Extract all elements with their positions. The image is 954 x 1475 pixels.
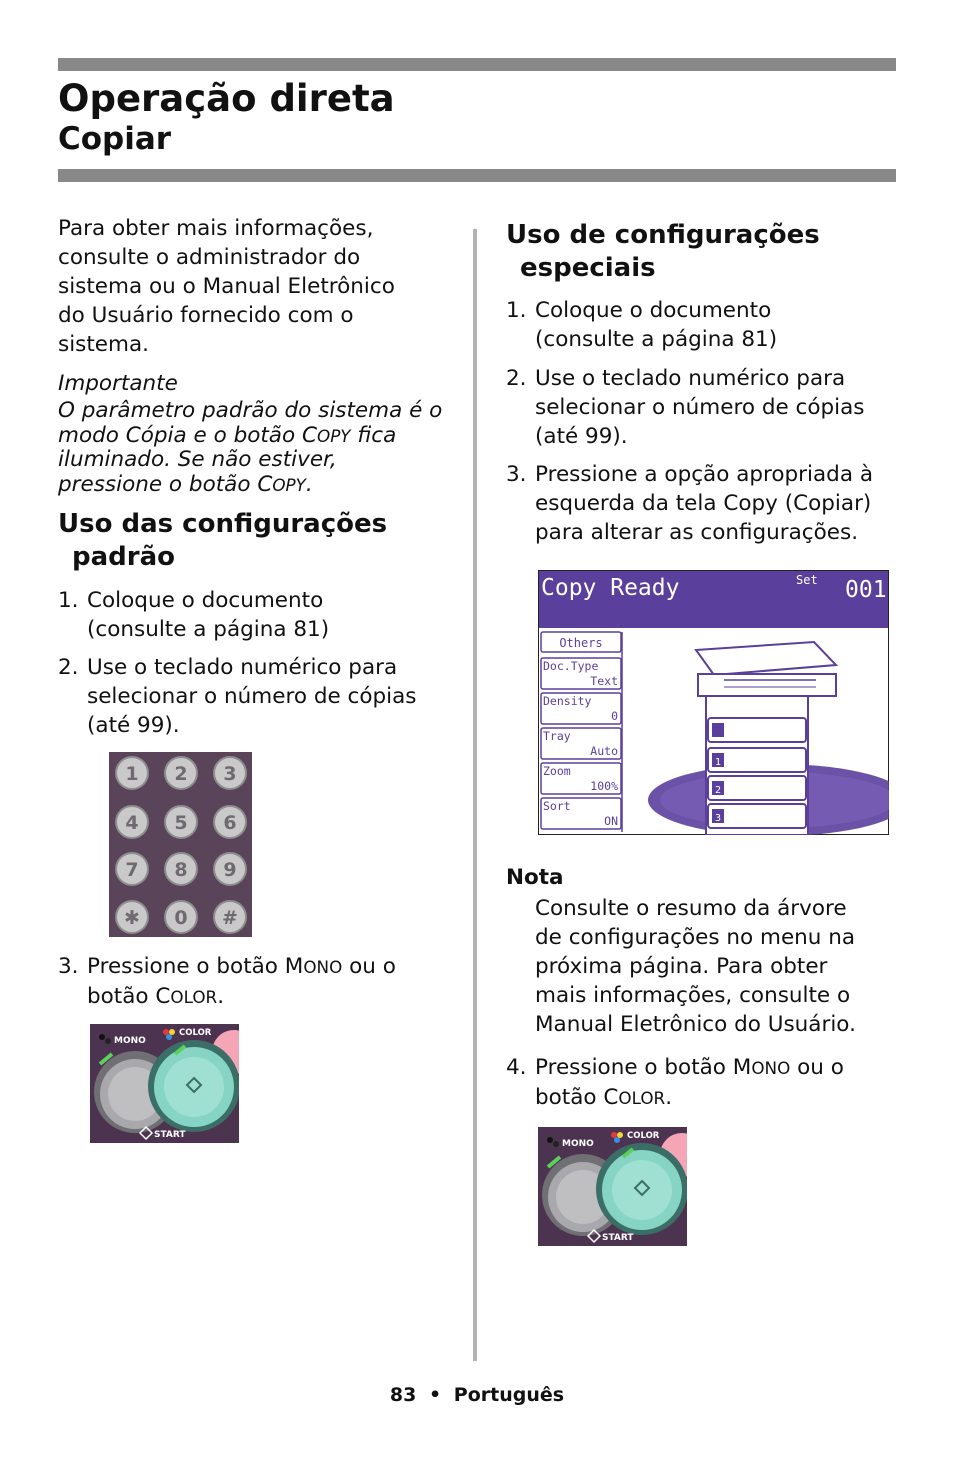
screen-option-label: Sort: [543, 799, 571, 813]
screen-option-value: Text: [590, 674, 618, 688]
page-number: 83: [389, 1384, 417, 1406]
tray-label: 2: [714, 785, 722, 796]
step-number: 1.: [506, 298, 527, 323]
tray-label: 1: [714, 757, 722, 768]
important-line: iluminado. Se não estiver,: [58, 447, 337, 472]
step-line: Coloque o documento: [535, 298, 772, 323]
right-step-2: [506, 364, 916, 454]
step-line: Coloque o documento: [87, 588, 324, 613]
screen-title: Copy Ready: [541, 575, 680, 601]
keypad-key-label: ✱: [124, 907, 140, 929]
intro-line: consulte o administrador do: [58, 245, 361, 270]
screen-option-label: Density: [543, 694, 592, 708]
keypad-key-label: 5: [174, 812, 188, 834]
step-line: Use o teclado numérico para: [535, 366, 846, 391]
keypad-key-label: 6: [223, 812, 237, 834]
step-line: (até 99).: [535, 424, 628, 449]
screen-option-value: Auto: [590, 744, 618, 758]
step-number: 2.: [58, 655, 79, 680]
step-line: Pressione a opção apropriada à: [535, 462, 874, 487]
intro-line: sistema ou o Manual Eletrônico: [58, 274, 395, 299]
keypad-key-label: 4: [125, 812, 139, 834]
footer-language: Português: [453, 1384, 565, 1406]
nota-line: de configurações no menu na: [535, 925, 856, 950]
screen-option-label: Tray: [543, 729, 571, 743]
keypad-image: [109, 752, 252, 937]
important-line: modo Cópia e o botão COPY fica: [58, 422, 397, 448]
heading-line: especiais: [520, 253, 656, 283]
step-number: 3.: [506, 462, 527, 487]
step-line: (consulte a página 81): [535, 327, 778, 352]
nota-line: mais informações, consulte o: [535, 983, 851, 1008]
intro-line: sistema.: [58, 332, 149, 357]
mono-color-panel-image: [538, 1127, 687, 1246]
step-line: (consulte a página 81): [87, 617, 330, 642]
screen-option-label: Doc.Type: [543, 659, 599, 673]
section-heading-default: [58, 508, 387, 574]
keypad-key-label: 2: [174, 763, 188, 785]
left-step-1: [58, 586, 458, 646]
important-line: O parâmetro padrão do sistema é o: [58, 398, 443, 423]
step-number: 1.: [58, 588, 79, 613]
keypad-key-label: #: [222, 907, 238, 929]
keypad-key-label: 1: [125, 763, 139, 785]
footer-bullet: •: [429, 1384, 442, 1406]
mono-label: MONO: [114, 1036, 146, 1046]
keypad-key-label: 7: [125, 859, 139, 881]
keypad-key-label: 8: [174, 859, 188, 881]
screen-option-value: 100%: [590, 779, 618, 793]
right-step-1: [506, 296, 906, 356]
important-label: Importante: [58, 371, 178, 396]
step-line: para alterar as configurações.: [535, 520, 859, 545]
important-line: pressione o botão COPY.: [58, 471, 313, 497]
page-footer: [0, 1382, 954, 1408]
step-line: Use o teclado numérico para: [87, 655, 398, 680]
mono-color-panel-image: [90, 1024, 239, 1143]
nota-line: próxima página. Para obter: [535, 954, 828, 979]
keypad-key-label: 3: [223, 763, 237, 785]
heading-line: padrão: [72, 542, 175, 572]
mono-label: MONO: [562, 1139, 594, 1149]
nota-line: Consulte o resumo da árvore: [535, 896, 847, 921]
bottom-rule: [58, 169, 896, 182]
step-number: 2.: [506, 366, 527, 391]
intro-line: do Usuário fornecido com o: [58, 303, 354, 328]
start-label: START: [154, 1130, 186, 1140]
nota-line: Manual Eletrônico do Usuário.: [535, 1012, 856, 1037]
step-line: botão COLOR.: [535, 1085, 673, 1110]
step-line: botão COLOR.: [87, 984, 225, 1009]
right-step-4: [506, 1053, 916, 1113]
copy-ready-screen: [538, 570, 889, 835]
color-label: COLOR: [179, 1028, 212, 1038]
step-line: selecionar o número de cópias: [535, 395, 865, 420]
important-note: [58, 399, 458, 497]
tray-label: 3: [714, 813, 722, 824]
top-rule: [58, 58, 896, 71]
color-label: COLOR: [627, 1131, 660, 1141]
step-number: 3.: [58, 954, 79, 979]
screen-option-value: ON: [604, 814, 618, 828]
heading-line: Uso de configurações: [506, 220, 820, 250]
left-step-2: [58, 653, 468, 743]
keypad-key-label: 0: [174, 907, 188, 929]
section-heading-special: [506, 219, 820, 285]
nota-body: [535, 894, 856, 1039]
start-label: START: [602, 1233, 634, 1243]
screen-count: 001: [845, 577, 887, 603]
nota-label: Nota: [506, 865, 564, 890]
screen-option-value: 0: [611, 709, 618, 723]
screen-option-label: Zoom: [543, 764, 571, 778]
intro-line: Para obter mais informações,: [58, 216, 374, 241]
step-number: 4.: [506, 1055, 527, 1080]
page-title: Operação direta: [58, 77, 395, 120]
keypad-key-label: 9: [223, 859, 237, 881]
step-line: Pressione o botão MONO ou o: [87, 954, 396, 979]
step-line: esquerda da tela Copy (Copiar): [535, 491, 872, 516]
left-step-3: [58, 952, 468, 1012]
column-divider: [473, 229, 477, 1361]
screen-set-label: Set: [796, 573, 818, 587]
step-line: (até 99).: [87, 713, 180, 738]
right-step-3: [506, 460, 926, 550]
page-subtitle: Copiar: [58, 121, 172, 157]
intro-paragraph: [58, 214, 395, 359]
step-line: Pressione o botão MONO ou o: [535, 1055, 844, 1080]
heading-line: Uso das configurações: [58, 509, 388, 539]
step-line: selecionar o número de cópias: [87, 684, 417, 709]
tab-others-label: Others: [559, 636, 603, 650]
